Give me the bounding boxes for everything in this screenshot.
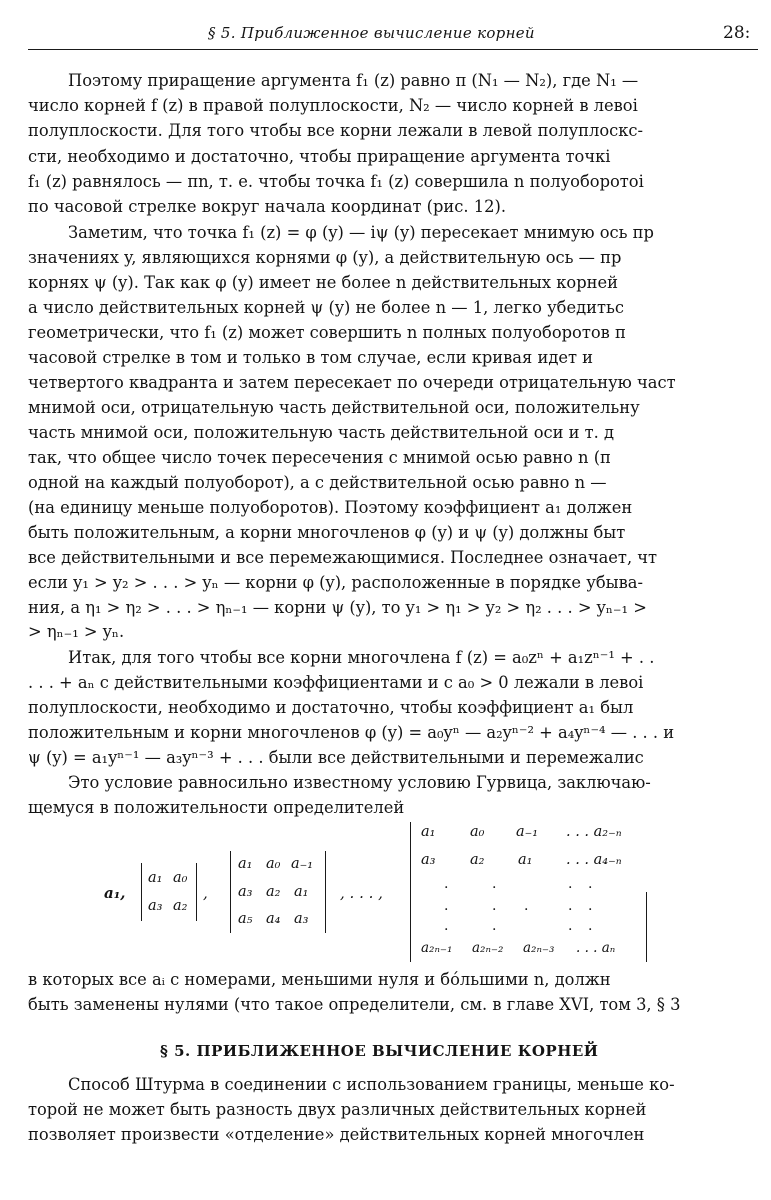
det3-left-bar: [230, 851, 231, 933]
det3-cell: a₄: [266, 911, 281, 927]
text-line: а число действительных корней ψ (y) не более n — 1, легко убедитьс: [28, 298, 624, 317]
det3-right-bar: [325, 851, 326, 933]
text-line: (на единицу меньше полуоборотов). Поэтому коэффициент a₁ должен: [28, 498, 633, 517]
detn-cell: a₁: [421, 824, 436, 840]
detn-cell: a₋₁: [516, 824, 539, 840]
matrix-dot: .: [444, 918, 449, 934]
text-line: положительным и корни многочленов φ (y) = a₀yⁿ — a₂yⁿ⁻² + a₄yⁿ⁻⁴ — . . . и: [28, 723, 675, 742]
text-line: одной на каждый полуоборот), а с действительной осью равно n —: [28, 473, 607, 492]
text-line: Заметим, что точка f₁ (z) = φ (y) — iψ (y) пересекает мнимую ось пр: [68, 223, 654, 242]
detn-cell: . . . a₄₋ₙ: [566, 852, 622, 868]
matrix-dot: .: [444, 876, 449, 892]
text-line: Это условие равносильно известному условию Гурвица, заключаю-: [68, 773, 651, 792]
det2-left-bar: [141, 863, 142, 921]
detn-cell: a₂ₙ₋₃: [523, 940, 555, 956]
det3-cell: a₀: [266, 856, 281, 872]
matrix-dot: .: [444, 898, 449, 914]
running-header: [28, 22, 771, 48]
matrix-dot: .: [588, 918, 593, 934]
det3-cell: a₂: [266, 884, 281, 900]
text-line: часть мнимой оси, положительную часть действительной оси и т. д: [28, 423, 615, 442]
matrix-dot: .: [492, 918, 497, 934]
det2-cell: a₁: [148, 870, 163, 886]
text-line: число корней f (z) в правой полуплоскости, N₂ — число корней в левоі: [28, 96, 638, 115]
running-header-title: § 5. Приближенное вычисление корней: [208, 24, 535, 42]
text-line: > ηₙ₋₁ > yₙ.: [28, 622, 125, 641]
detn-cell: a₁: [518, 852, 533, 868]
text-line: часовой стрелке в том и только в том случае, если кривая идет и: [28, 348, 594, 367]
matrix-dot: .: [524, 898, 529, 914]
page-number: 28:: [723, 23, 751, 43]
text-line: ψ (y) = a₁yⁿ⁻¹ — a₃yⁿ⁻³ + . . . были все действительными и перемежалис: [28, 748, 644, 767]
section-heading: § 5. ПРИБЛИЖЕННОЕ ВЫЧИСЛЕНИЕ КОРНЕЙ: [160, 1042, 599, 1060]
text-line: геометрически, что f₁ (z) может совершить n полных полуоборотов п: [28, 323, 626, 342]
det3-cell: a₁: [238, 856, 253, 872]
determinant-separator: ,: [203, 884, 208, 902]
det2-cell: a₂: [173, 898, 188, 914]
det3-cell: a₃: [238, 884, 253, 900]
text-line: полуплоскости. Для того чтобы все корни лежали в левой полуплоскс-: [28, 121, 644, 140]
text-line: сти, необходимо и достаточно, чтобы приращение аргумента точкі: [28, 147, 611, 166]
detn-cell: a₂: [470, 852, 485, 868]
matrix-dot: .: [492, 876, 497, 892]
detn-cell: a₂ₙ₋₁: [421, 940, 453, 956]
detn-left-bar: [410, 822, 411, 962]
text-line: значениях y, являющихся корнями φ (y), а действительную ось — пр: [28, 248, 622, 267]
det3-cell: a₅: [238, 911, 253, 927]
matrix-dot: .: [492, 898, 497, 914]
detn-cell: . . . aₙ: [576, 940, 616, 956]
text-line: корнях ψ (y). Так как φ (y) имеет не более n действительных корней: [28, 273, 618, 292]
det2-cell: a₃: [148, 898, 163, 914]
text-line: f₁ (z) равнялось — πn, т. е. чтобы точка f₁ (z) совершила n полуоборотоі: [28, 172, 644, 191]
detn-cell: a₃: [421, 852, 436, 868]
text-line: в которых все aᵢ с номерами, меньшими нуля и бóльшими n, должн: [28, 970, 611, 989]
det3-cell: a₋₁: [291, 856, 314, 872]
text-line: так, что общее число точек пересечения с мнимой осью равно n (п: [28, 448, 611, 467]
detn-right-bar: [646, 892, 647, 962]
detn-cell: a₀: [470, 824, 485, 840]
matrix-dot: .: [568, 898, 573, 914]
text-line: если y₁ > y₂ > . . . > yₙ — корни φ (y), расположенные в порядке убыва-: [28, 573, 643, 592]
text-line: ния, а η₁ > η₂ > . . . > ηₙ₋₁ — корни ψ (y), то y₁ > η₁ > y₂ > η₂ . . . > yₙ₋₁ >: [28, 598, 647, 617]
text-line: . . . + aₙ с действительными коэффициентами и с a₀ > 0 лежали в левоі: [28, 673, 644, 692]
matrix-dot: .: [568, 918, 573, 934]
determinant-first: a₁,: [104, 884, 126, 902]
text-line: мнимой оси, отрицательную часть действительной оси, положительну: [28, 398, 640, 417]
det3-cell: a₃: [294, 911, 309, 927]
matrix-dot: .: [588, 898, 593, 914]
text-line: позволяет произвести «отделение» действительных корней многочлен: [28, 1125, 645, 1144]
text-line: Итак, для того чтобы все корни многочлена f (z) = a₀zⁿ + a₁zⁿ⁻¹ + . .: [68, 648, 655, 667]
text-line: четвертого квадранта и затем пересекает по очереди отрицательную част: [28, 373, 676, 392]
header-rule: [28, 49, 758, 50]
text-line: торой не может быть разность двух различных действительных корней: [28, 1100, 647, 1119]
text-line: быть заменены нулями (что такое определители, см. в главе XVI, том 3, § 3: [28, 995, 681, 1014]
text-line: все действительными и все перемежающимися. Последнее означает, чт: [28, 548, 658, 567]
text-line: полуплоскости, необходимо и достаточно, чтобы коэффициент a₁ был: [28, 698, 634, 717]
matrix-dot: .: [568, 876, 573, 892]
text-line: быть положительным, а корни многочленов φ (y) и ψ (y) должны быт: [28, 523, 626, 542]
det2-cell: a₀: [173, 870, 188, 886]
text-line: по часовой стрелке вокруг начала координат (рис. 12).: [28, 197, 506, 216]
detn-cell: . . . a₂₋ₙ: [566, 824, 622, 840]
detn-cell: a₂ₙ₋₂: [472, 940, 504, 956]
det3-cell: a₁: [294, 884, 309, 900]
det2-right-bar: [196, 863, 197, 921]
matrix-dot: .: [588, 876, 593, 892]
text-line: Поэтому приращение аргумента f₁ (z) равно π (N₁ — N₂), где N₁ —: [68, 71, 639, 90]
determinant-ellipsis: , . . . ,: [340, 884, 383, 902]
text-line: Способ Штурма в соединении с использованием границы, меньше ко-: [68, 1075, 675, 1094]
text-line: щемуся в положительности определителей: [28, 798, 405, 817]
